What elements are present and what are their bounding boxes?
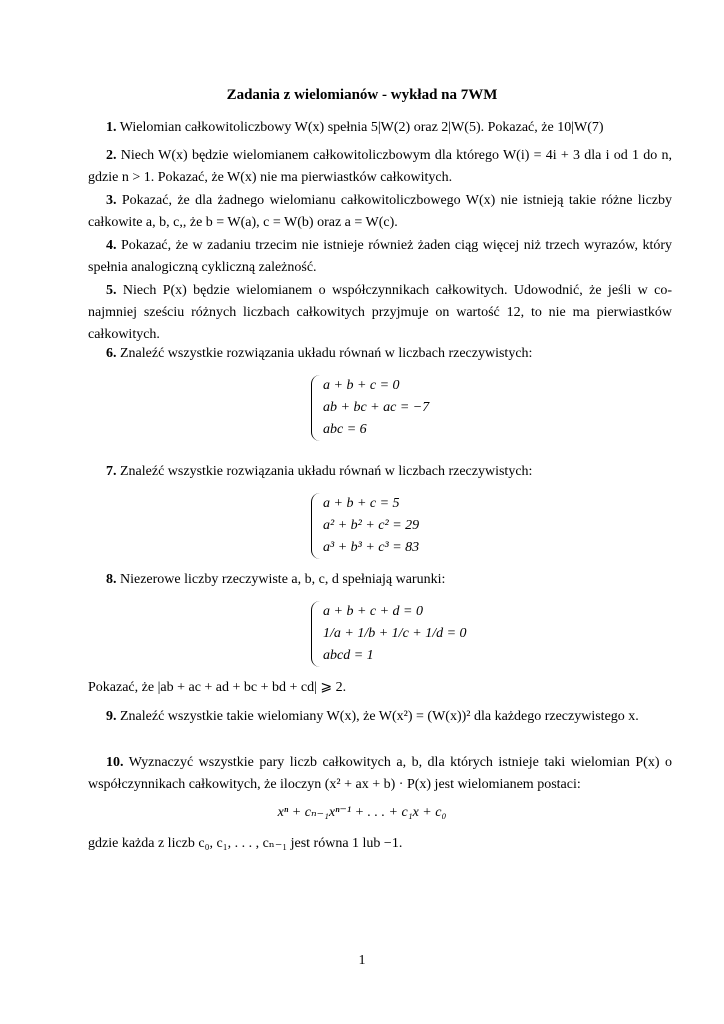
problem-8-conclusion: Pokazać, że |ab + ac + ad + bc + bd + cd| ⩾ 2. — [88, 680, 347, 695]
left-brace — [311, 493, 320, 559]
problem-2 — [88, 145, 672, 189]
equation-line: a³ + b³ + c³ = 83 — [323, 540, 420, 555]
page-title: Zadania z wielomianów - wykład na 7WM — [226, 87, 498, 103]
problem-1 — [88, 117, 672, 139]
problem-number: 8. — [106, 572, 117, 587]
problem-4 — [88, 235, 672, 279]
equation-line: abcd = 1 — [323, 648, 374, 663]
polynomial-form-equation: xⁿ + cₙ₋₁xⁿ⁻¹ + . . . + c₁x + c₀ — [277, 805, 447, 820]
problem-number: 7. — [106, 464, 117, 479]
equation-system-8 — [311, 601, 467, 667]
equation-line: ab + bc + ac = −7 — [323, 400, 430, 415]
problem-text: Wielomian całkowitoliczbowy W(x) spełnia 5|W(2) oraz 2|W(5). Pokazać, że 10|W(7) — [119, 120, 604, 135]
problem-8 — [88, 569, 672, 591]
problem-number: 6. — [106, 346, 117, 361]
left-brace — [311, 601, 320, 667]
problem-text: Wyznaczyć wszystkie pary liczb całkowitych a, b, dla których istnieje taki wielomian P(x) o współczynnikach całkowitych, że iloczyn (x² + ax + b) · P(x) jest wielomianem postaci: — [88, 755, 672, 792]
equation-line: a + b + c + d = 0 — [323, 604, 424, 619]
problem-text: Pokazać, że dla żadnego wielomianu całkowitoliczbowego W(x) nie istnieją takie różne liczby całkowite a, b, c,, że b = W(a), c = W(b) oraz a = W(c). — [88, 193, 673, 230]
equation-system-7 — [311, 493, 419, 559]
equation-line: a + b + c = 5 — [323, 496, 400, 511]
equation-system-6 — [311, 375, 429, 441]
equation-line: a² + b² + c² = 29 — [323, 518, 420, 533]
problem-10-conclusion: gdzie każda z liczb c₀, c₁, . . . , cₙ₋₁ jest równa 1 lub −1. — [88, 836, 403, 851]
problem-number: 10. — [106, 755, 124, 770]
problem-text: Niech W(x) będzie wielomianem całkowitoliczbowym dla którego W(i) = 4i + 3 dla i od 1 do n, gdzie n > 1. Pokazać, że W(x) nie ma pierwiastków całkowitych. — [88, 148, 673, 185]
equation-line: 1/a + 1/b + 1/c + 1/d = 0 — [323, 626, 467, 641]
equation-line: a + b + c = 0 — [323, 378, 400, 393]
left-brace — [311, 375, 320, 441]
problem-number: 2. — [106, 148, 117, 163]
problem-number: 5. — [106, 283, 117, 298]
problem-number: 3. — [106, 193, 117, 208]
problem-text: Niezerowe liczby rzeczywiste a, b, c, d spełniają warunki: — [120, 572, 446, 587]
equation-line: abc = 6 — [323, 422, 367, 437]
problem-text: Znaleźć wszystkie takie wielomiany W(x), że W(x²) = (W(x))² dla każdego rzeczywistego x. — [120, 709, 639, 724]
problem-6 — [88, 343, 672, 365]
problem-7 — [88, 461, 672, 483]
problem-number: 1. — [106, 120, 117, 135]
problem-text: Niech P(x) będzie wielomianem o współczynnikach całkowitych. Udowodnić, że jeśli w co-najmniej sześciu różnych liczbach całkowitych przyjmuje on wartość 12, to nie ma pierwiastków całkowitych. — [88, 283, 673, 342]
problem-text: Znaleźć wszystkie rozwiązania układu równań w liczbach rzeczywistych: — [120, 464, 533, 479]
problem-text: Pokazać, że w zadaniu trzecim nie istnieje również żaden ciąg więcej niż trzech wyrazów, który spełnia analogiczną cykliczną zależność. — [88, 238, 672, 275]
problem-number: 4. — [106, 238, 117, 253]
problem-text: Znaleźć wszystkie rozwiązania układu równań w liczbach rzeczywistych: — [120, 346, 533, 361]
problem-9 — [88, 706, 672, 728]
problem-3 — [88, 190, 672, 234]
problem-number: 9. — [106, 709, 117, 724]
problem-5 — [88, 280, 672, 346]
problem-10 — [88, 752, 672, 796]
page-number: 1 — [358, 953, 366, 968]
